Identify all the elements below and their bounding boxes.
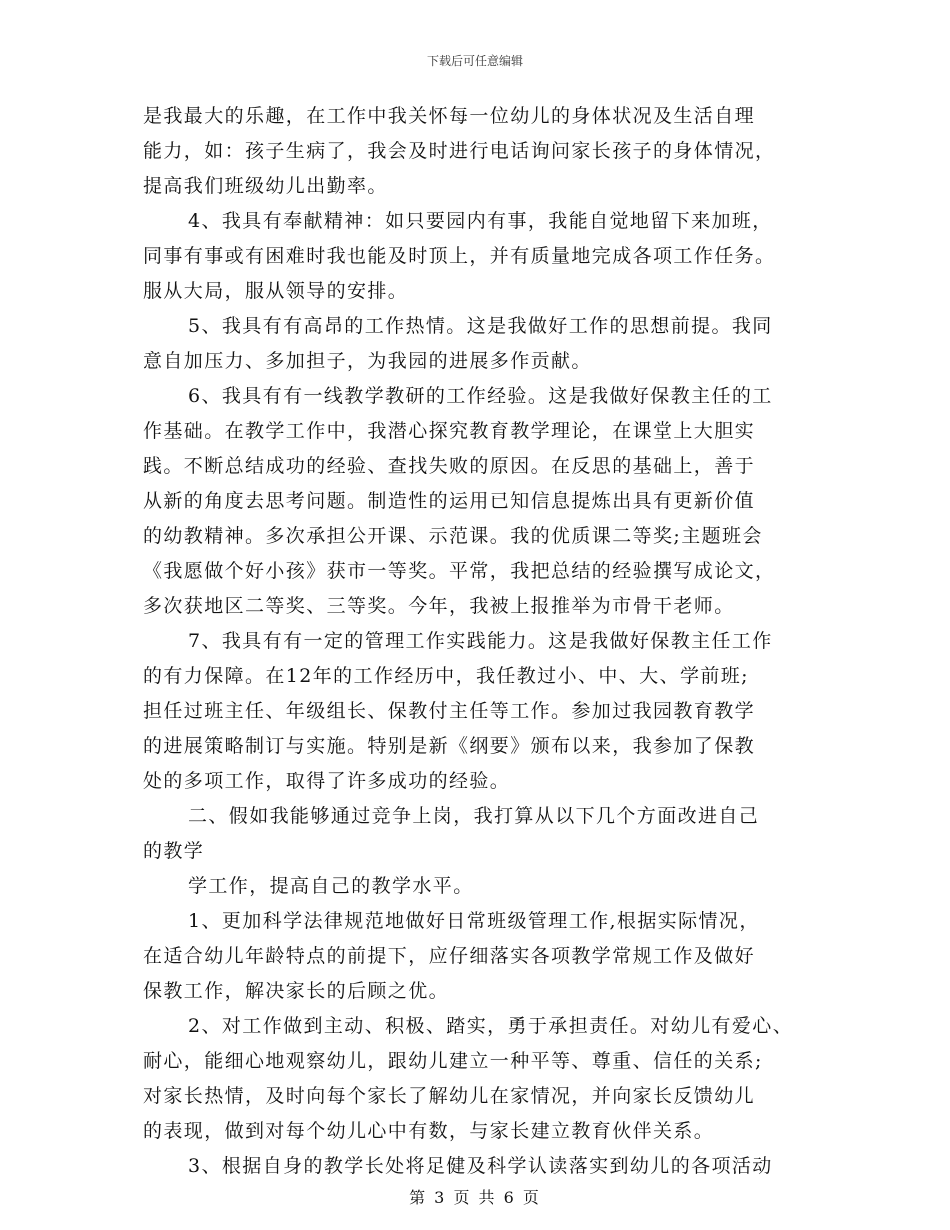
text-line: 7、我具有有一定的管理工作实践能力。这是我做好保教主任工作	[188, 630, 773, 652]
text-line: 服从大局，服从领导的安排。	[143, 280, 409, 302]
text-line: 《我愿做个好小孩》获市一等奖。平常，我把总结的经验撰写成论文，	[143, 560, 776, 582]
text-line: 能力，如：孩子生病了，我会及时进行电话询问家长孩子的身体情况，	[143, 140, 776, 162]
text-line: 处的多项工作，取得了许多成功的经验。	[143, 770, 511, 792]
text-line: 5、我具有有高昂的工作热情。这是我做好工作的思想前提。我同	[188, 315, 773, 337]
text-line: 在适合幼儿年龄特点的前提下，应仔细落实各项教学常规工作及做好	[143, 945, 756, 967]
text-line: 6、我具有有一线教学教研的工作经验。这是我做好保教主任的工	[188, 385, 773, 407]
text-line: 作基础。在教学工作中，我潜心探究教育教学理论，在课堂上大胆实	[143, 420, 756, 442]
text-line: 从新的角度去思考问题。制造性的运用已知信息提炼出具有更新价值	[143, 490, 756, 512]
page-number-footer: 第 3 页 共 6 页	[409, 1188, 541, 1207]
text-line: 意自加压力、多加担子，为我园的进展多作贡献。	[143, 350, 592, 372]
text-line: 提高我们班级幼儿出勤率。	[143, 175, 388, 197]
text-line: 是我最大的乐趣，在工作中我关怀每一位幼儿的身体状况及生活自理	[143, 105, 756, 127]
text-line: 1、更加科学法律规范地做好日常班级管理工作,根据实际情况，	[188, 910, 760, 932]
text-line: 4、我具有奉献精神：如只要园内有事，我能自觉地留下来加班，	[188, 210, 773, 232]
text-line: 践。不断总结成功的经验、查找失败的原因。在反思的基础上，善于	[143, 455, 756, 477]
text-line: 耐心，能细心地观察幼儿，跟幼儿建立一种平等、尊重、信任的关系;	[143, 1050, 763, 1072]
text-line: 同事有事或有困难时我也能及时顶上，并有质量地完成各项工作任务。	[143, 245, 776, 267]
text-line: 的幼教精神。多次承担公开课、示范课。我的优质课二等奖;主题班会	[143, 525, 763, 547]
text-line: 3、根据自身的教学长处将足健及科学认读落实到幼儿的各项活动	[188, 1155, 773, 1177]
text-line: 担任过班主任、年级组长、保教付主任等工作。参加过我园教育教学	[143, 700, 756, 722]
section-heading-line: 二、假如我能够通过竞争上岗，我打算从以下几个方面改进自己	[188, 805, 760, 827]
text-line: 2、对工作做到主动、积极、踏实，勇于承担责任。对幼儿有爱心、	[188, 1015, 794, 1037]
text-line: 学工作，提高自己的教学水平。	[188, 875, 474, 897]
text-line: 的有力保障。在12年的工作经历中，我任教过小、中、大、学前班;	[143, 665, 749, 687]
text-line: 的表现，做到对每个幼儿心中有数，与家长建立教育伙伴关系。	[143, 1120, 715, 1142]
text-line: 多次获地区二等奖、三等奖。今年，我被上报推举为市骨干老师。	[143, 595, 735, 617]
page-header-note: 下载后可任意编辑	[426, 54, 523, 68]
text-line: 的教学	[143, 840, 205, 862]
text-line: 对家长热情，及时向每个家长了解幼儿在家情况，并向家长反馈幼儿	[143, 1085, 756, 1107]
text-line: 保教工作，解决家长的后顾之优。	[143, 980, 450, 1002]
text-line: 的进展策略制订与实施。特别是新《纲要》颁布以来，我参加了保教	[143, 735, 756, 757]
